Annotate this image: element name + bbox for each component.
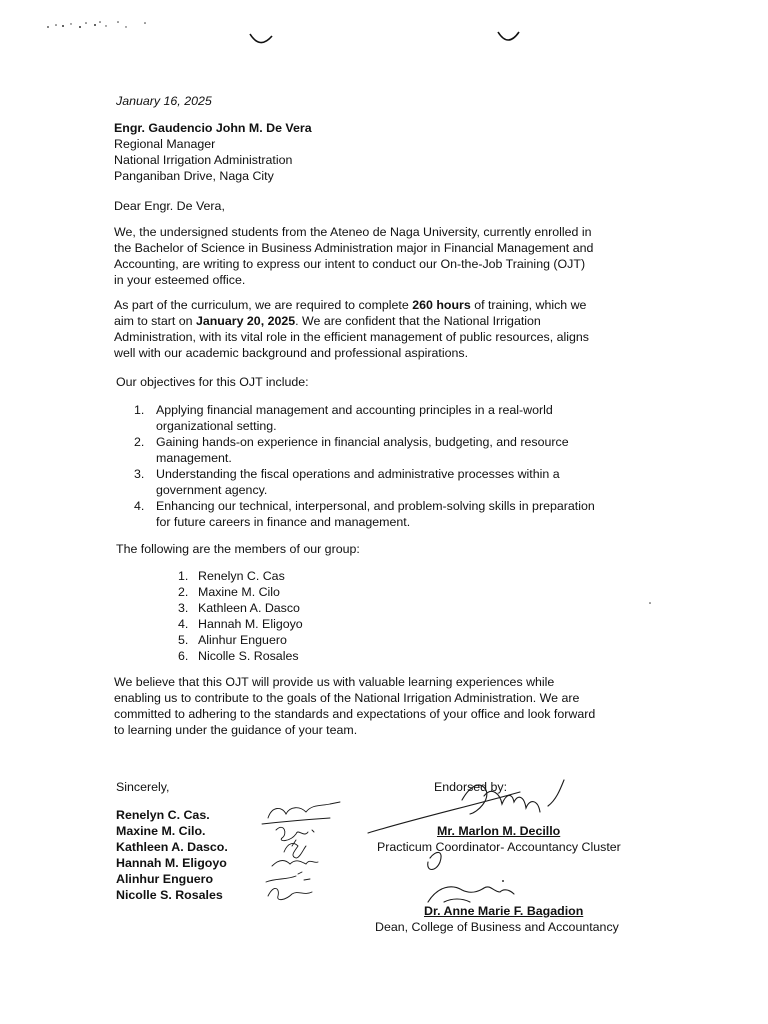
start-date-highlight: January 20, 2025 [195, 314, 296, 328]
list-number: 4. [134, 499, 145, 513]
letter-date: January 16, 2025 [116, 94, 212, 108]
list-number: 1. [134, 403, 145, 417]
list-number: 4. [178, 617, 189, 631]
list-item [178, 584, 303, 600]
signer-name: Kathleen A. Dasco. [116, 840, 228, 854]
recipient-position: Regional Manager [114, 137, 216, 151]
signature-hannah [272, 861, 318, 867]
intro-line: in your esteemed office. [114, 273, 246, 287]
text-run: aim to start on [114, 314, 196, 328]
list-item-line: Enhancing our technical, interpersonal, and problem-solving skills in preparation [156, 499, 595, 513]
closing-paragraph [114, 674, 654, 738]
closing-line: We believe that this OJT will provide us with valuable learning experiences while [114, 675, 555, 689]
hours-highlight: 260 hours [412, 298, 471, 312]
binder-hole-mark-right [498, 32, 519, 40]
list-item-line: for future careers in finance and management. [156, 515, 411, 529]
endorser1-name: Mr. Marlon M. Decillo [437, 824, 561, 838]
closing-line: committed to adhering to the standards and expectations of your office and look forward [114, 707, 596, 721]
text-run: of training, which we [470, 298, 587, 312]
objectives-list [134, 402, 595, 530]
member-name: Hannah M. Eligoyo [198, 617, 303, 631]
list-item [134, 466, 595, 498]
list-item [134, 498, 595, 530]
members-list [178, 568, 303, 664]
recipient-address: Panganiban Drive, Naga City [114, 169, 274, 183]
intro-line: We, the undersigned students from the Ateneo de Naga University, currently enrolled in [114, 225, 592, 239]
signature-maxine [276, 827, 314, 840]
curriculum-paragraph [114, 297, 654, 361]
signers-list [116, 807, 228, 903]
member-name: Nicolle S. Rosales [198, 649, 299, 663]
signature-kathleen [284, 840, 306, 858]
signature-alinhur [266, 872, 310, 882]
list-number: 3. [134, 467, 145, 481]
salutation: Dear Engr. De Vera, [114, 199, 225, 213]
binder-hole-mark-left [250, 34, 272, 43]
text-run: As part of the curriculum, we are required to complete [114, 298, 413, 312]
signature-renelyn [262, 802, 340, 824]
list-number: 1. [178, 569, 189, 583]
closing-line: enabling us to contribute to the goals of the National Irrigation Administration. We are [114, 691, 580, 705]
members-intro: The following are the members of our group: [116, 542, 360, 556]
signer-name: Hannah M. Eligoyo [116, 856, 227, 870]
text-run: . We are confident that the National Irrigation [295, 314, 541, 328]
list-item [178, 648, 303, 664]
list-item [178, 632, 303, 648]
list-item-line: government agency. [156, 483, 268, 497]
recipient-name: Engr. Gaudencio John M. De Vera [114, 121, 312, 135]
curriculum-line [114, 297, 654, 313]
member-name: Renelyn C. Cas [198, 569, 285, 583]
signer-name: Alinhur Enguero [116, 872, 214, 886]
signer-name: Nicolle S. Rosales [116, 888, 223, 902]
endorser2-title: Dean, College of Business and Accountancy [375, 920, 619, 934]
objectives-intro: Our objectives for this OJT include: [116, 375, 309, 389]
recipient-agency: National Irrigation Administration [114, 153, 293, 167]
list-number: 2. [134, 435, 145, 449]
list-number: 3. [178, 601, 189, 615]
signature-bagadion [428, 887, 514, 902]
member-name: Maxine M. Cilo [198, 585, 280, 599]
list-item [178, 616, 303, 632]
list-item [134, 434, 595, 466]
list-number: 2. [178, 585, 189, 599]
sincerely: Sincerely, [116, 780, 170, 794]
list-item-line: management. [156, 451, 232, 465]
intro-line: the Bachelor of Science in Business Administration major in Financial Management and [114, 241, 594, 255]
list-item-line: Gaining hands-on experience in financial analysis, budgeting, and resource [156, 435, 569, 449]
list-item-line: Understanding the fiscal operations and administrative processes within a [156, 467, 560, 481]
endorser1-title: Practicum Coordinator- Accountancy Cluster [377, 840, 621, 854]
intro-line: Accounting, are writing to express our intent to conduct our On-the-Job Training (OJT) [114, 257, 586, 271]
member-name: Alinhur Enguero [198, 633, 287, 647]
list-item [134, 402, 595, 434]
signature-nicolle [268, 888, 312, 899]
closing-line: to learning under the guidance of your team. [114, 723, 358, 737]
list-item-line: Applying financial management and accounting principles in a real-world [156, 403, 553, 417]
list-item [178, 600, 303, 616]
endorser2-name: Dr. Anne Marie F. Bagadion [424, 904, 584, 918]
signer-name: Maxine M. Cilo. [116, 824, 206, 838]
curriculum-line: well with our academic background and professional aspirations. [114, 346, 469, 360]
list-item [178, 568, 303, 584]
curriculum-line: Administration, with its vital role in the efficient management of public resources, aligns [114, 330, 589, 344]
list-number: 6. [178, 649, 189, 663]
intro-paragraph [114, 224, 654, 288]
list-item-line: organizational setting. [156, 419, 277, 433]
member-name: Kathleen A. Dasco [198, 601, 300, 615]
signer-name: Renelyn C. Cas. [116, 808, 210, 822]
curriculum-line [114, 313, 654, 329]
endorsed-by: Endorsed by: [434, 780, 508, 794]
list-number: 5. [178, 633, 189, 647]
